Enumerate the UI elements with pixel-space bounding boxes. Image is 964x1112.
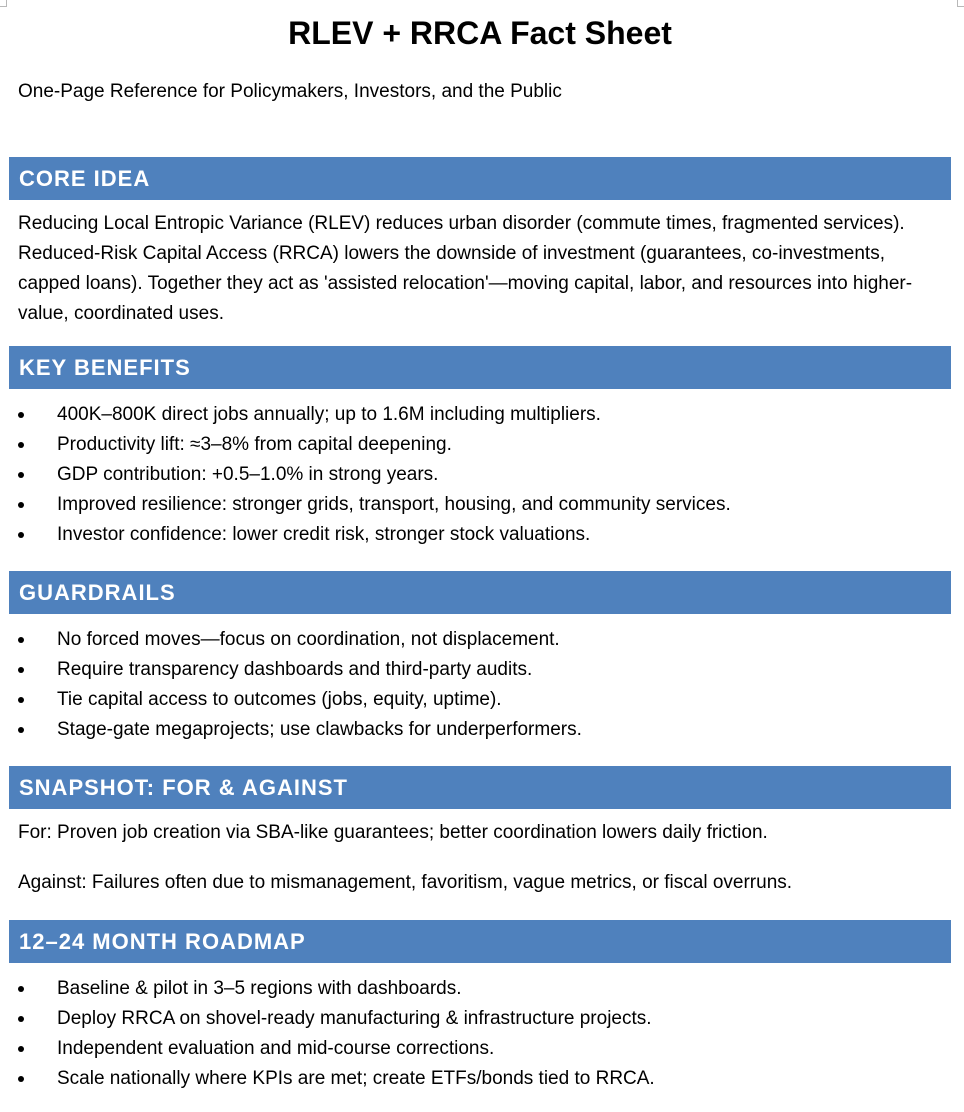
list-item [18,625,948,655]
list-item [18,1034,948,1064]
page-title: RLEV + RRCA Fact Sheet [288,15,672,51]
list-item-text: Baseline & pilot in 3–5 regions with dashboards. [57,978,462,999]
page-subtitle: One-Page Reference for Policymakers, Investors, and the Public [18,81,562,102]
bullet-dot-icon [18,727,24,733]
section-header-roadmap: 12–24 MONTH ROADMAP [9,920,951,963]
list-item-text: Scale nationally where KPIs are met; create ETFs/bonds tied to RRCA. [57,1068,655,1089]
list-item-text: Investor confidence: lower credit risk, stronger stock valuations. [57,524,591,545]
bullet-dot-icon [18,412,24,418]
bullet-dot-icon [18,667,24,673]
list-item-text: Improved resilience: stronger grids, transport, housing, and community services. [57,494,731,515]
section-header-key-benefits: KEY BENEFITS [9,346,951,389]
list-item-text: GDP contribution: +0.5–1.0% in strong years. [57,464,439,485]
snapshot-for-text: For: Proven job creation via SBA-like guarantees; better coordination lowers daily friction. [18,822,768,843]
list-item [18,974,948,1004]
list-item [18,430,948,460]
bullet-dot-icon [18,637,24,643]
page-corner-mark-left [0,0,7,7]
bullet-dot-icon [18,1046,24,1052]
list-item [18,715,948,745]
list-item [18,460,948,490]
list-item-text: Deploy RRCA on shovel-ready manufacturing & infrastructure projects. [57,1008,652,1029]
list-item [18,655,948,685]
list-item-text: Require transparency dashboards and third-party audits. [57,659,533,680]
list-item [18,400,948,430]
key-benefits-list [18,400,948,550]
list-item [18,685,948,715]
guardrails-list [18,625,948,745]
bullet-dot-icon [18,1076,24,1082]
list-item-text: 400K–800K direct jobs annually; up to 1.6M including multipliers. [57,404,601,425]
bullet-dot-icon [18,472,24,478]
list-item [18,1004,948,1034]
bullet-dot-icon [18,697,24,703]
list-item [18,520,948,550]
list-item-text: Tie capital access to outcomes (jobs, equity, uptime). [57,689,502,710]
list-item [18,490,948,520]
section-header-core-idea: CORE IDEA [9,157,951,200]
bullet-dot-icon [18,442,24,448]
list-item-text: Productivity lift: ≈3–8% from capital deepening. [57,434,452,455]
bullet-dot-icon [18,1016,24,1022]
list-item-text: Independent evaluation and mid-course corrections. [57,1038,495,1059]
page-corner-mark-right [957,0,964,7]
roadmap-list [18,974,948,1094]
list-item [18,1064,948,1094]
core-idea-paragraph: Reducing Local Entropic Variance (RLEV) reduces urban disorder (commute times, fragmented services). Reduced-Risk Capital Access (RRCA) lowers the downside of investment (guarantees, co-investments, capped loans). Together they act as 'assisted relocation'—moving capital, labor, and resources into higher-value, coordinated uses. [18,213,913,324]
list-item-text: Stage-gate megaprojects; use clawbacks for underperformers. [57,719,582,740]
bullet-dot-icon [18,532,24,538]
list-item-text: No forced moves—focus on coordination, not displacement. [57,629,560,650]
snapshot-against-text: Against: Failures often due to mismanagement, favoritism, vague metrics, or fiscal overruns. [18,872,793,893]
section-header-snapshot: SNAPSHOT: FOR & AGAINST [9,766,951,809]
bullet-dot-icon [18,986,24,992]
bullet-dot-icon [18,502,24,508]
section-header-guardrails: GUARDRAILS [9,571,951,614]
